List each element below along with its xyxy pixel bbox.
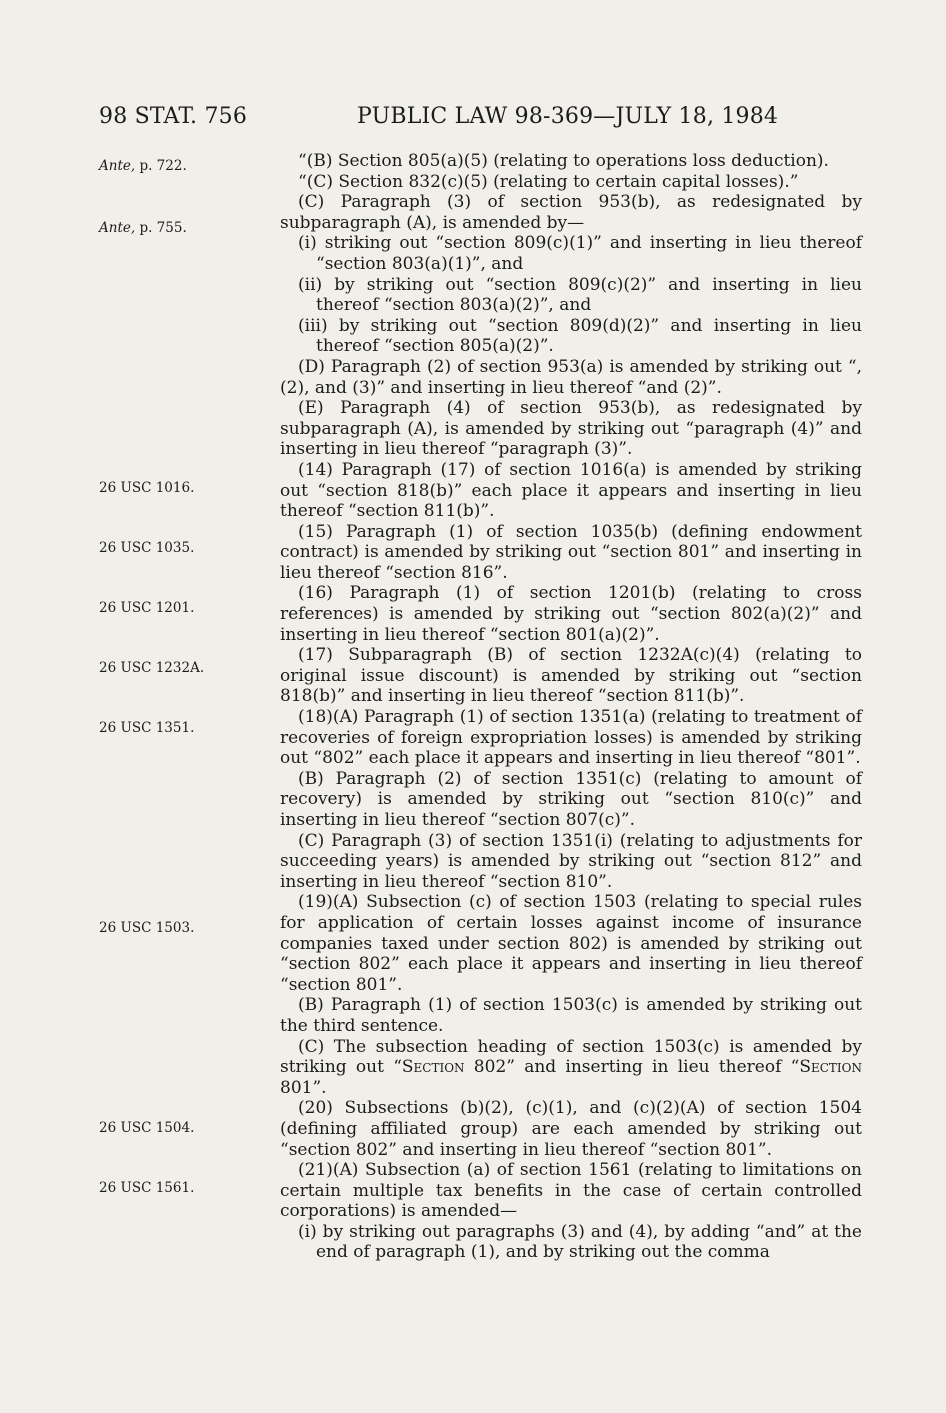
margin-note-1201: 26 USC 1201.: [99, 600, 195, 616]
margin-note-1351: 26 USC 1351.: [99, 720, 195, 736]
para-14: (14) Paragraph (17) of section 1016(a) is amended by striking out “section 818(b)” each place it appears and inserting in lieu thereof “section 811(b)”.: [280, 459, 862, 522]
para-19c: (C) The subsection heading of section 1503(c) is amended by striking out “Section 802” and inserting in lieu thereof “Section 801”.: [280, 1036, 862, 1098]
margin-note-1035: 26 USC 1035.: [99, 540, 195, 556]
margin-note-1504: 26 USC 1504.: [99, 1120, 195, 1136]
para-19a: (19)(A) Subsection (c) of section 1503 (relating to special rules for application of certain losses against income of insurance companies taxed under section 802) is amended by striking out “section 802” each place it appears and inserting in lieu thereof “section 801”.: [280, 892, 862, 995]
clause-iii: (iii) by striking out “section 809(d)(2)” and inserting in lieu thereof “section 805(a)(2)”.: [298, 315, 862, 357]
margin-note-1503: 26 USC 1503.: [99, 920, 195, 936]
para-d-953a: (D) Paragraph (2) of section 953(a) is amended by striking out “, (2), and (3)” and inserting in lieu thereof “and (2)”.: [280, 356, 862, 398]
para-b-805: “(B) Section 805(a)(5) (relating to operations loss deduction).: [298, 151, 829, 171]
para-c-953b: (C) Paragraph (3) of section 953(b), as redesignated by subparagraph (A), is amended by—: [280, 192, 862, 233]
clause-21a-i: (i) by striking out paragraphs (3) and (4), by adding “and” at the end of paragraph (1), and by striking out the comma: [298, 1221, 862, 1263]
para-18c: (C) Paragraph (3) of section 1351(i) (relating to adjustments for succeeding years) is amended by striking out “section 812” and inserting in lieu thereof “section 810”.: [280, 830, 862, 892]
margin-note-1016: 26 USC 1016.: [99, 480, 195, 496]
para-17: (17) Subparagraph (B) of section 1232A(c)(4) (relating to original issue discount) is amended by striking out “section 818(b)” and inserting in lieu thereof “section 811(b)”.: [280, 645, 862, 707]
clause-i: (i) striking out “section 809(c)(1)” and inserting in lieu thereof “section 803(a)(1)”, and: [298, 233, 862, 274]
running-title: PUBLIC LAW 98-369—JULY 18, 1984: [357, 104, 779, 129]
para-21a: (21)(A) Subsection (a) of section 1561 (relating to limitations on certain multiple tax benefits in the case of certain controlled corporations) is amended—: [280, 1160, 862, 1222]
margin-note-ante-722: Ante, p. 722.: [99, 158, 187, 174]
para-c-832: “(C) Section 832(c)(5) (relating to certain capital losses).”: [298, 171, 799, 192]
para-e-953b: (E) Paragraph (4) of section 953(b), as redesignated by subparagraph (A), is amended by striking out “paragraph (4)” and inserting in lieu thereof “paragraph (3)”.: [280, 398, 862, 460]
statute-body: [280, 151, 862, 1263]
margin-note-1561: 26 USC 1561.: [99, 1180, 195, 1196]
para-20: (20) Subsections (b)(2), (c)(1), and (c)(2)(A) of section 1504 (defining affiliated group) are each amended by striking out “section 802” and inserting in lieu thereof “section 801”.: [280, 1098, 862, 1160]
para-19b: (B) Paragraph (1) of section 1503(c) is amended by striking out the third sentence.: [280, 995, 862, 1036]
para-18a: (18)(A) Paragraph (1) of section 1351(a) (relating to treatment of recoveries of foreign expropriation losses) is amended by striking out “802” each place it appears and inserting in lieu thereof “801”.: [280, 707, 862, 769]
clause-ii: (ii) by striking out “section 809(c)(2)” and inserting in lieu thereof “section 803(a)(2)”, and: [298, 274, 862, 316]
para-18b: (B) Paragraph (2) of section 1351(c) (relating to amount of recovery) is amended by striking out “section 810(c)” and inserting in lieu thereof “section 807(c)”.: [280, 768, 862, 830]
page-number-header: 98 STAT. 756: [99, 104, 248, 129]
para-16: (16) Paragraph (1) of section 1201(b) (relating to cross references) is amended by striking out “section 802(a)(2)” and inserting in lieu thereof “section 801(a)(2)”.: [280, 583, 862, 645]
margin-note-ante-755: Ante, p. 755.: [99, 220, 187, 236]
margin-note-1232a: 26 USC 1232A.: [99, 660, 205, 676]
para-15: (15) Paragraph (1) of section 1035(b) (defining endowment contract) is amended by striking out “section 801” and inserting in lieu thereof “section 816”.: [280, 521, 862, 583]
